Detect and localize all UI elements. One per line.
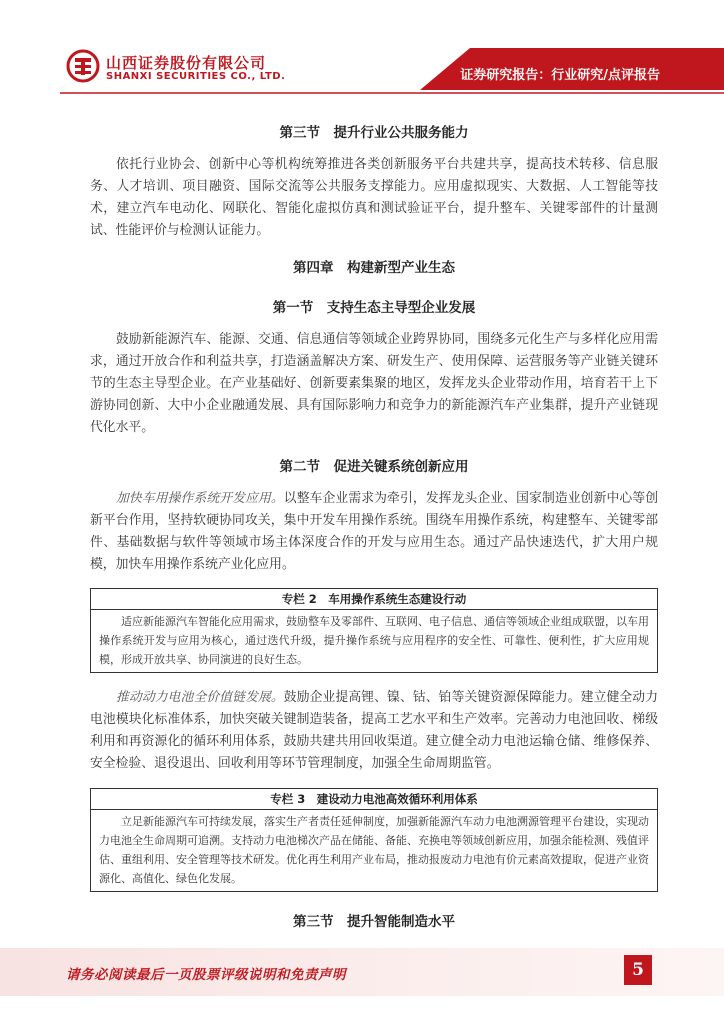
company-name-en: SHANXI SECURITIES CO., LTD. — [106, 71, 286, 82]
paragraph-lead: 推动动力电池全价值链发展。 — [116, 690, 284, 705]
box-title: 专栏 2 车用操作系统生态建设行动 — [91, 589, 657, 610]
paragraph — [90, 687, 658, 775]
paragraph-text: 以整车企业需求为牵引，发挥龙头企业、国家制造业创新中心等创新平台作用，坚持软硬协同攻关，集中开发车用操作系统。围绕车用操作系统，构建整车、关键零部件、基础数据与软件等领域市场主体深度合作的开发与应用生态。通过产品快速迭代，扩大用户规模，加快车用操作系统产业化应用。 — [90, 491, 659, 572]
sidebar-box — [90, 588, 658, 673]
section-title: 第二节 促进关键系统创新应用 — [279, 459, 469, 475]
paragraph — [90, 488, 658, 576]
company-name-cn: 山西证券股份有限公司 — [106, 54, 267, 72]
section-title: 第三节 提升智能制造水平 — [293, 914, 455, 930]
box-body: 适应新能源汽车智能化应用需求，鼓励整车及零部件、互联网、电子信息、通信等领域企业组成联盟，以车用操作系统开发与应用为核心，通过迭代升级，提升操作系统与应用程序的安全性、可靠性、便利性，扩大应用规模，形成开放共享、协同演进的良好生态。 — [99, 615, 649, 666]
report-type-label: 证券研究报告：行业研究/点评报告 — [460, 68, 660, 83]
document-body — [90, 117, 658, 930]
box-title: 专栏 3 建设动力电池高效循环利用体系 — [91, 789, 657, 810]
company-logo-icon — [66, 49, 100, 83]
section-title: 第三节 提升行业公共服务能力 — [279, 125, 469, 141]
header-red-band — [0, 0, 724, 100]
sidebar-box — [90, 788, 658, 892]
page-header — [0, 0, 724, 100]
footer-disclaimer: 请务必阅读最后一页股票评级说明和免责声明 — [66, 967, 346, 983]
paragraph-lead: 加快车用操作系统开发应用。 — [116, 491, 284, 506]
section-title: 第一节 支持生态主导型企业发展 — [272, 300, 476, 316]
paragraph: 依托行业协会、创新中心等机构统筹推进各类创新服务平台共建共享，提高技术转移、信息服务、人才培训、项目融资、国际交流等公共服务支撑能力。应用虚拟现实、大数据、人工智能等技术，建立汽车电动化、网联化、智能化虚拟仿真和测试验证平台，提升整车、关键零部件的计量测试、性能评价与检测认证能力。 — [90, 157, 658, 238]
paragraph: 鼓励新能源汽车、能源、交通、信息通信等领域企业跨界协同，围绕多元化生产与多样化应用需求，通过开放合作和利益共享，打造涵盖解决方案、研发生产、使用保障、运营服务等产业链关键环节的生态主导型企业。在产业基础好、创新要素集聚的地区，发挥龙头企业带动作用，培育若干上下游协同创新、大中小企业融通发展、具有国际影响力和竞争力的新能源汽车产业集群，提升产业链现代化水平。 — [90, 332, 658, 435]
page-number: 5 — [624, 955, 652, 985]
chapter-title: 第四章 构建新型产业生态 — [293, 260, 455, 276]
box-body: 立足新能源汽车可持续发展，落实生产者责任延伸制度，加强新能源汽车动力电池溯源管理平台建设，实现动力电池全生命周期可追溯。支持动力电池梯次产品在储能、备能、充换电等领域创新应用，加强余能检测、残值评估、重组利用、安全管理等技术研发。优化再生利用产业布局，推动报废动力电池有价元素高效提取，促进产业资源化、高值化、绿色化发展。 — [99, 815, 649, 885]
paragraph-text: 鼓励企业提高锂、镍、钴、铂等关键资源保障能力。建立健全动力电池模块化标准体系，加快突破关键制造装备，提高工艺水平和生产效率。完善动力电池回收、梯级利用和再资源化的循环利用体系，鼓励共建共用回收渠道。建立健全动力电池运输仓储、维修保养、安全检验、退役退出、回收利用等环节管理制度，加强全生命周期监管。 — [90, 690, 659, 771]
